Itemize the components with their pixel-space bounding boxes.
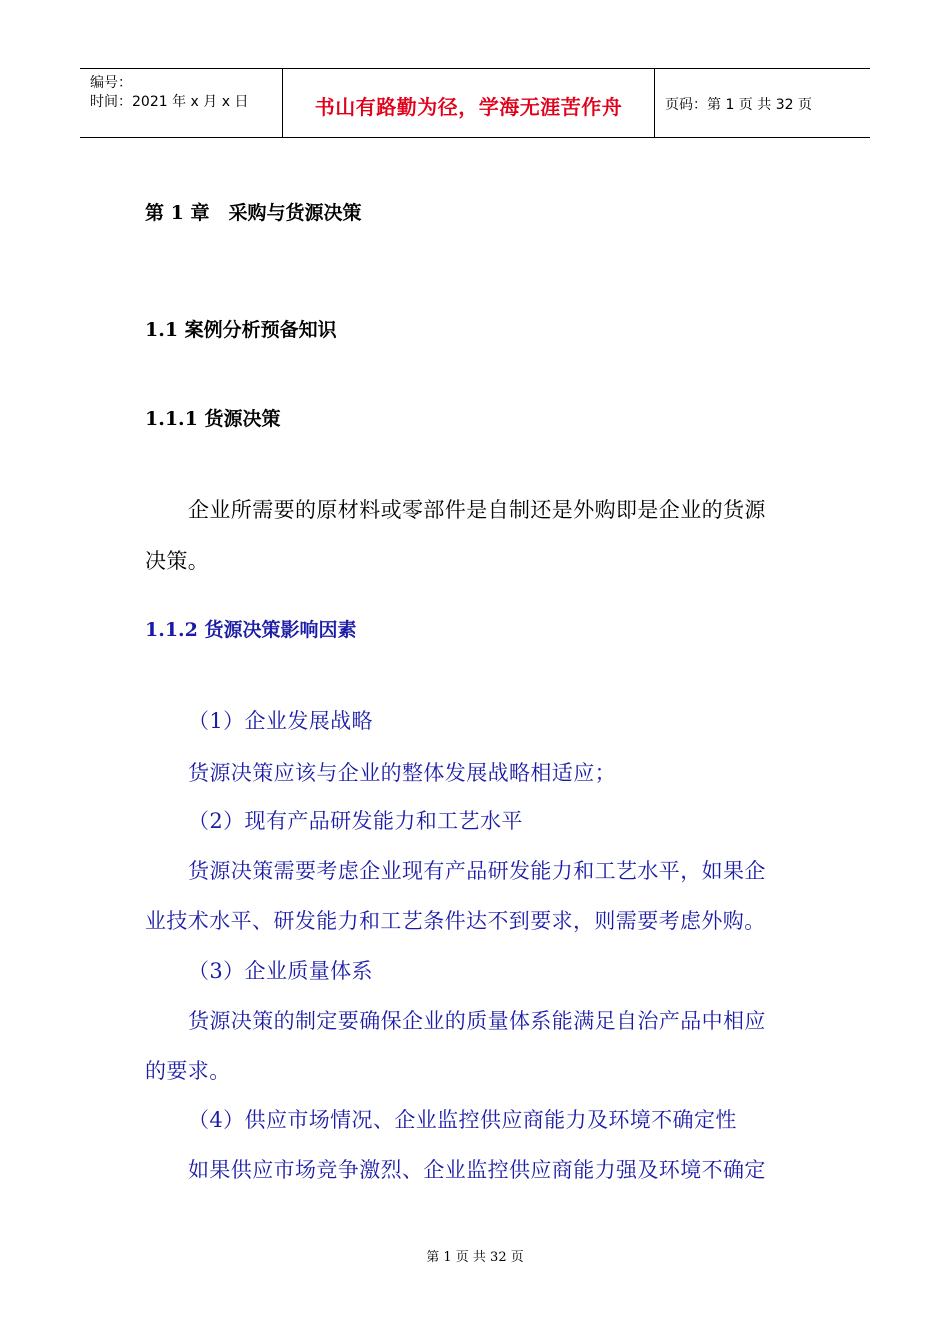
- number-label: 编号：: [90, 75, 132, 91]
- factor-4-title: （4）供应市场情况、企业监控供应商能力及环境不确定性: [188, 1108, 737, 1132]
- factor-3-line-1: 货源决策的制定要确保企业的质量体系能满足自治产品中相应: [188, 1009, 766, 1033]
- chapter-title: 第 1 章 采购与货源决策: [145, 202, 362, 224]
- header-motto-cell: [283, 69, 655, 137]
- section-1-1-1-heading: 1.1.1 货源决策: [145, 408, 281, 430]
- header-page-info: 页码：第 1 页 共 32 页: [665, 97, 812, 113]
- factor-1-text: 货源决策应该与企业的整体发展战略相适应；: [188, 761, 616, 785]
- factor-3-line-2: 的要求。: [145, 1059, 231, 1083]
- header-motto: 书山有路勤为径，学海无涯苦作舟: [314, 95, 623, 119]
- page-footer: 第 1 页 共 32 页: [426, 1250, 524, 1265]
- factor-2-line-1: 货源决策需要考虑企业现有产品研发能力和工艺水平，如果企: [188, 859, 766, 883]
- factor-1-title: （1）企业发展战略: [188, 709, 373, 733]
- date-label: 时间：2021 年 x 月 x 日: [90, 94, 249, 110]
- paragraph-1-line-1: 企业所需要的原材料或零部件是自制还是外购即是企业的货源: [188, 498, 766, 522]
- document-header: [80, 68, 870, 138]
- factor-2-line-2: 业技术水平、研发能力和工艺条件达不到要求，则需要考虑外购。: [145, 909, 766, 933]
- header-page-cell: [655, 69, 870, 137]
- header-info-cell: [80, 69, 283, 137]
- paragraph-1-line-2: 决策。: [145, 549, 210, 573]
- factor-3-title: （3）企业质量体系: [188, 959, 373, 983]
- factor-2-title: （2）现有产品研发能力和工艺水平: [188, 809, 523, 833]
- factor-4-line-1: 如果供应市场竞争激烈、企业监控供应商能力强及环境不确定: [188, 1158, 766, 1182]
- section-1-1-2-heading: 1.1.2 货源决策影响因素: [145, 619, 357, 641]
- section-1-1-heading: 1.1 案例分析预备知识: [145, 319, 337, 341]
